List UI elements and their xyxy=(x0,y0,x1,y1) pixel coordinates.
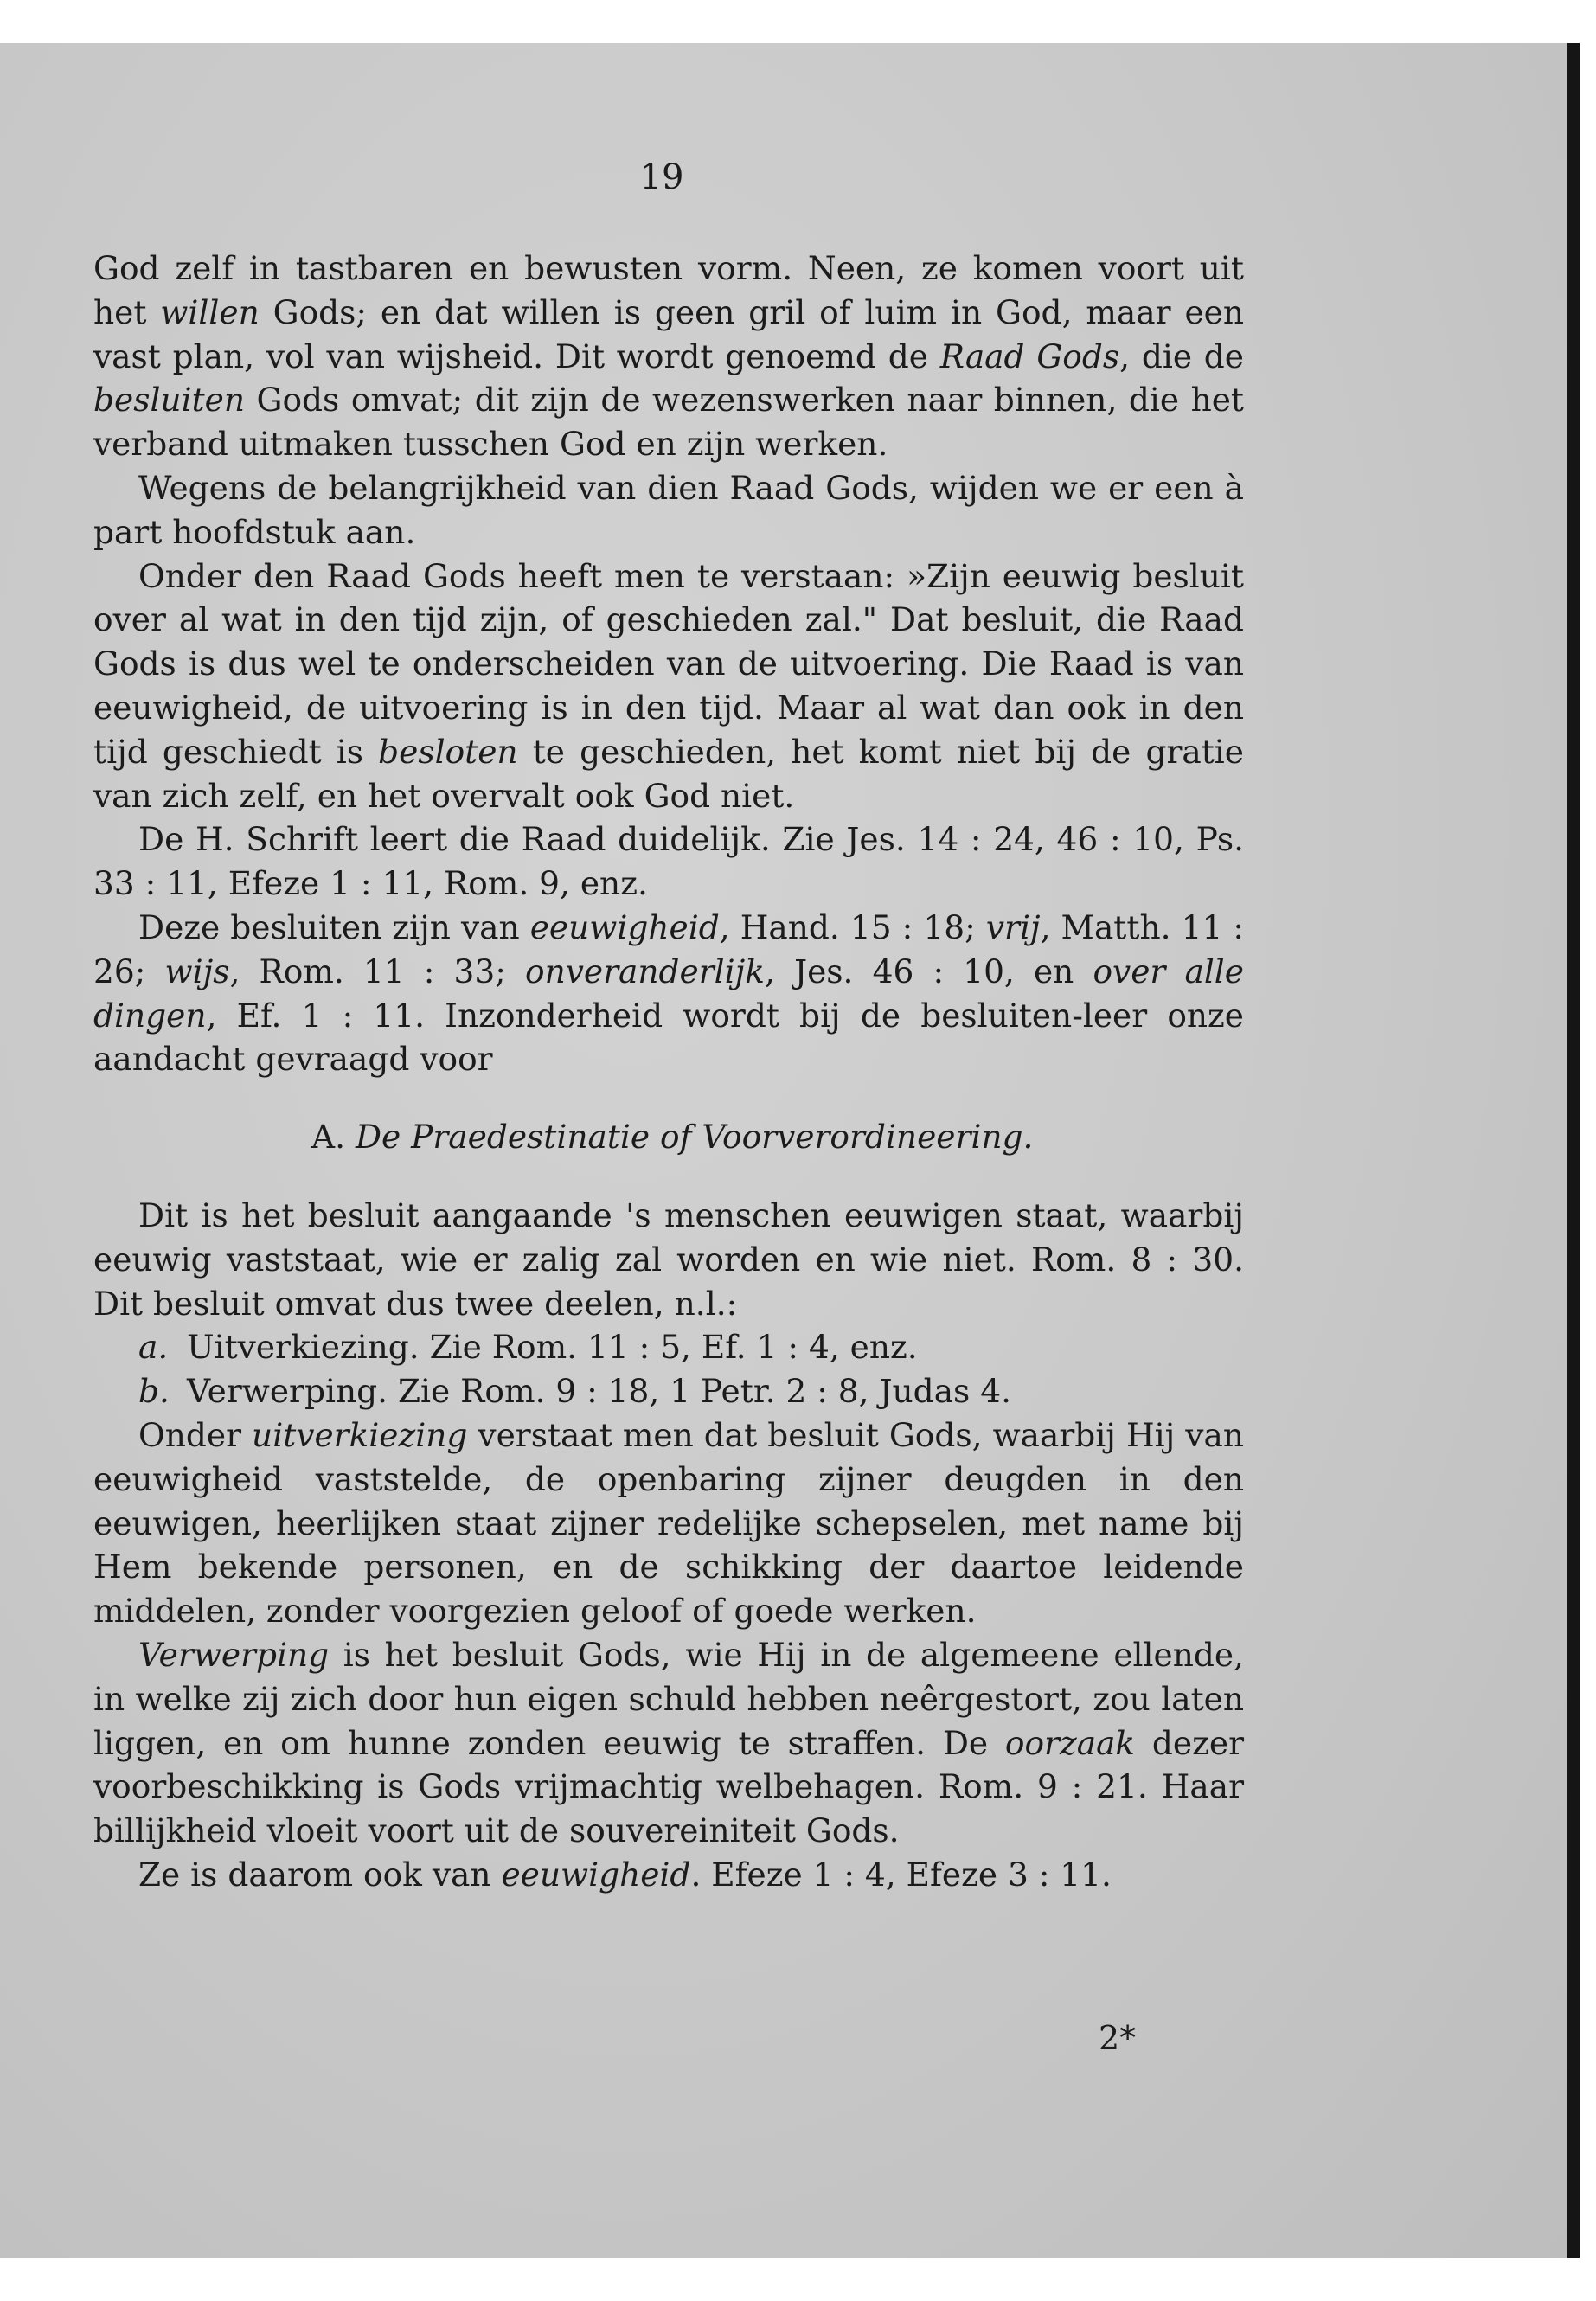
section-title: De Praedestinatie of Voorverordineering. xyxy=(355,1118,1034,1157)
text-run: , Ef. 1 : 11. Inzonderheid wordt bij de besluiten-leer onze aandacht gevraagd voor xyxy=(93,996,1244,1079)
text-run: , Hand. 15 : 18; xyxy=(719,907,986,946)
paragraph-p9 xyxy=(93,1853,1244,1897)
paragraph-p8 xyxy=(93,1633,1244,1853)
emphasis-text: onveranderlijk xyxy=(525,952,766,990)
paragraph-p5 xyxy=(93,906,1244,1081)
section-heading xyxy=(93,1115,1244,1159)
list-item-letter: a. xyxy=(138,1328,169,1367)
list-item xyxy=(93,1369,1244,1413)
text-run: Deze besluiten zijn van xyxy=(138,907,530,946)
emphasis-text: oorzaak xyxy=(1004,1723,1136,1762)
paragraph-p1 xyxy=(93,247,1244,466)
emphasis-text: vrij xyxy=(985,907,1041,946)
emphasis-text: besloten xyxy=(378,732,518,771)
division-list xyxy=(93,1325,1244,1413)
page-edge-shadow xyxy=(1567,43,1580,2258)
text-run: Onder den Raad Gods heeft men te verstaan: »Zijn eeuwig besluit over al wat in den tijd zijn, of geschieden zal." Dat besluit, die Raad Gods is dus wel te onderscheiden van de uitvoering. Die Raad is van eeuwigheid, de uitvoering is in den tijd. Maar al wat dan ook in den tijd geschiedt is xyxy=(93,556,1244,771)
list-item xyxy=(93,1325,1244,1369)
text-run: dezer voorbeschikking is Gods vrijmachtig welbehagen. Rom. 9 : 21. Haar billijkheid vloeit voort uit de souvereiniteit Gods. xyxy=(93,1723,1244,1850)
paragraph-p2 xyxy=(93,466,1244,554)
emphasis-text: uitverkiezing xyxy=(252,1415,468,1454)
emphasis-text: besluiten xyxy=(93,381,245,420)
emphasis-text: Raad Gods xyxy=(939,336,1120,375)
emphasis-text: eeuwigheid xyxy=(501,1855,691,1894)
paragraph-group-intro xyxy=(93,247,1244,1081)
text-run: De H. Schrift leert die Raad duidelijk. Zie Jes. 14 : 24, 46 : 10, Ps. 33 : 11, Efeze 1 : 11, Rom. 9, enz. xyxy=(93,820,1244,903)
paragraph-p4 xyxy=(93,817,1244,906)
text-run: , Jes. 46 : 10, en xyxy=(765,952,1093,990)
paragraph-p6 xyxy=(93,1194,1244,1325)
signature-mark: 2* xyxy=(1099,2019,1137,2057)
text-run: is het besluit Gods, wie Hij in de algemeene ellende, in welke zij zich door hun eigen schuld hebben neêrgestort, zou laten liggen, en om hunne zonden eeuwig te straffen. De xyxy=(93,1635,1244,1762)
paragraph-group-explanation xyxy=(93,1413,1244,1897)
text-run: verstaat men dat besluit Gods, waarbij Hij van eeuwigheid vaststelde, de openbaring zijner deugden in den eeuwigen, heerlijken staat zijner redelijke schepselen, met name bij Hem bekende personen, en de schikking der daartoe leidende middelen, zonder voorgezien geloof of goede werken. xyxy=(93,1415,1244,1631)
emphasis-text: willen xyxy=(160,292,260,331)
text-run: Onder xyxy=(138,1415,253,1454)
emphasis-text: over alle dingen xyxy=(93,952,1244,1035)
page-number: 19 xyxy=(639,157,684,197)
text-run: . Efeze 1 : 4, Efeze 3 : 11. xyxy=(690,1855,1112,1894)
text-run: Dit is het besluit aangaande 's menschen eeuwigen staat, waarbij eeuwig vaststaat, wie er zalig zal worden en wie niet. Rom. 8 : 30. Dit besluit omvat dus twee deelen, n.l.: xyxy=(93,1195,1244,1323)
list-item-text: Uitverkiezing. Zie Rom. 11 : 5, Ef. 1 : 4, enz. xyxy=(187,1328,918,1367)
text-run: , die de xyxy=(1119,336,1244,375)
emphasis-text: eeuwigheid xyxy=(529,907,720,946)
paragraph-group-definition xyxy=(93,1194,1244,1325)
text-run: Gods; en dat willen is geen gril of luim in God, maar een vast plan, vol van wijsheid. Dit wordt genoemd de xyxy=(93,292,1244,375)
text-run: , Matth. 11 : 26; xyxy=(93,907,1245,990)
text-run: Wegens de belangrijkheid van dien Raad Gods, wijden we er een à part hoofdstuk aan. xyxy=(93,468,1244,551)
paragraph-p3 xyxy=(93,554,1244,818)
section-letter: A. xyxy=(311,1118,346,1157)
text-run: te geschieden, het komt niet bij de gratie van zich zelf, en het overvalt ook God niet. xyxy=(93,732,1244,815)
paragraph-p7 xyxy=(93,1413,1244,1633)
text-run: Ze is daarom ook van xyxy=(138,1855,502,1894)
list-item-letter: b. xyxy=(138,1372,170,1411)
text-run: Gods omvat; dit zijn de wezenswerken naar binnen, die het verband uitmaken tusschen God en zijn werken. xyxy=(93,381,1244,464)
text-run: , Rom. 11 : 33; xyxy=(229,952,526,990)
list-item-text: Verwerping. Zie Rom. 9 : 18, 1 Petr. 2 : 8, Judas 4. xyxy=(187,1372,1011,1411)
text-run: God zelf in tastbaren en bewusten vorm. Neen, ze komen voort uit het xyxy=(93,249,1244,331)
emphasis-text: wijs xyxy=(164,952,230,990)
emphasis-text: Verwerping xyxy=(138,1635,330,1674)
body-text xyxy=(93,247,1244,1897)
